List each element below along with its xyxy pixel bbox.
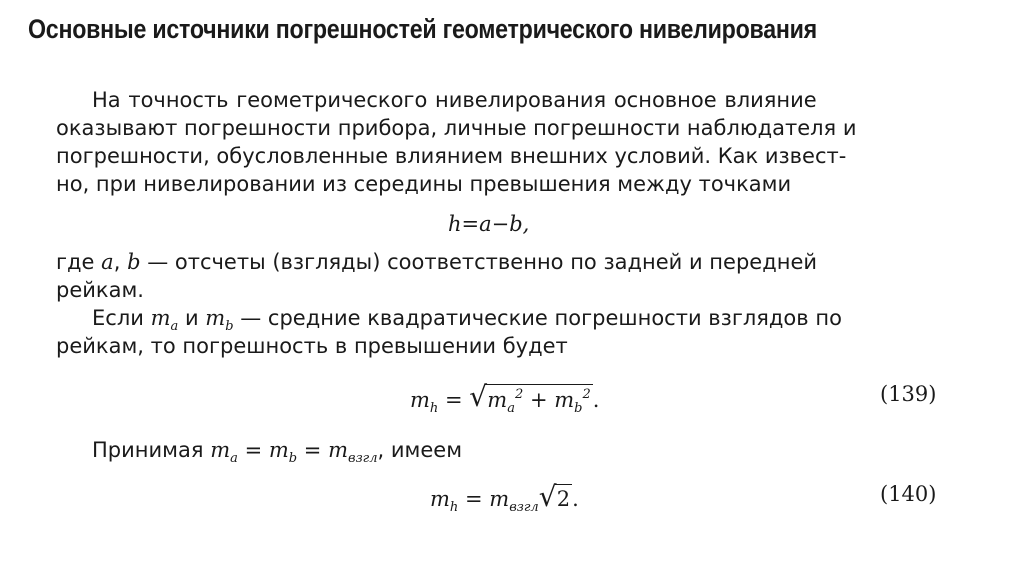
p4-prefix: Принимая — [92, 438, 204, 462]
p4-m-vzgl: $m_{взгл}$ — [328, 438, 378, 466]
f2-ma: $m_a^2$ — [487, 387, 524, 416]
formula-139 — [410, 380, 600, 416]
paragraph1-line3: погрешности, обусловленные влиянием внешних условий. Как извест- — [56, 144, 847, 168]
f2-lhs: $m_h$ — [410, 388, 439, 416]
p2-var-b: b — [127, 250, 141, 274]
p2-suffix: — отсчеты (взгляды) соответственно по задней и передней — [147, 250, 818, 274]
p3-m-b: $m_b$ — [205, 306, 234, 334]
paragraph2-line1 — [56, 250, 817, 274]
formula-h-equals-a-minus-b: h=a−b, — [448, 212, 530, 236]
paragraph1-line1: На точность геометрического нивелирования основное влияние — [92, 88, 817, 112]
p2-comma: , — [113, 250, 121, 274]
p4-eq1: = — [244, 438, 263, 462]
f2-sqrt: √ $m_a^2 + m_b^2$ — [469, 380, 591, 416]
p3-prefix: Если — [92, 306, 144, 330]
p4-m-a: $m_a$ — [210, 438, 238, 466]
p2-var-a: a — [101, 250, 114, 274]
p4-eq2: = — [303, 438, 322, 462]
f2-end: . — [592, 388, 600, 412]
paragraph3-line2: рейкам, то погрешность в превышении будет — [56, 334, 568, 358]
f3-m-vzgl: $m_{взгл}$ — [489, 487, 539, 515]
p3-m-a: $m_a$ — [150, 306, 179, 334]
p4-m-b: $m_b$ — [268, 438, 298, 466]
f2-eq: = — [444, 388, 463, 412]
p2-prefix: где — [56, 250, 95, 274]
paragraph2-line2: рейкам. — [56, 278, 144, 302]
f2-mb: $m_b^2$ — [554, 387, 591, 416]
f3-end: . — [572, 487, 579, 511]
f3-sqrt: √ 2 — [538, 480, 571, 513]
formula-140 — [430, 480, 579, 515]
f2-plus: + — [529, 388, 548, 412]
f3-lhs: $m_h$ — [430, 487, 459, 515]
p3-suffix: — средние квадратические погрешности взглядов по — [240, 306, 842, 330]
paragraph4-line1 — [92, 438, 462, 466]
page-title: Основные источники погрешностей геометрического нивелирования — [28, 14, 817, 44]
paragraph1-line4: но, при нивелировании из середины превышения между точками — [56, 172, 792, 196]
p3-and: и — [184, 306, 199, 330]
equation-number-139: (139) — [880, 382, 937, 406]
paragraph3-line1 — [92, 306, 842, 334]
paragraph1-line2: оказывают погрешности прибора, личные погрешности наблюдателя и — [56, 116, 857, 140]
equation-number-140: (140) — [880, 482, 937, 506]
f3-eq: = — [464, 487, 483, 511]
p4-suffix: , имеем — [377, 438, 463, 462]
